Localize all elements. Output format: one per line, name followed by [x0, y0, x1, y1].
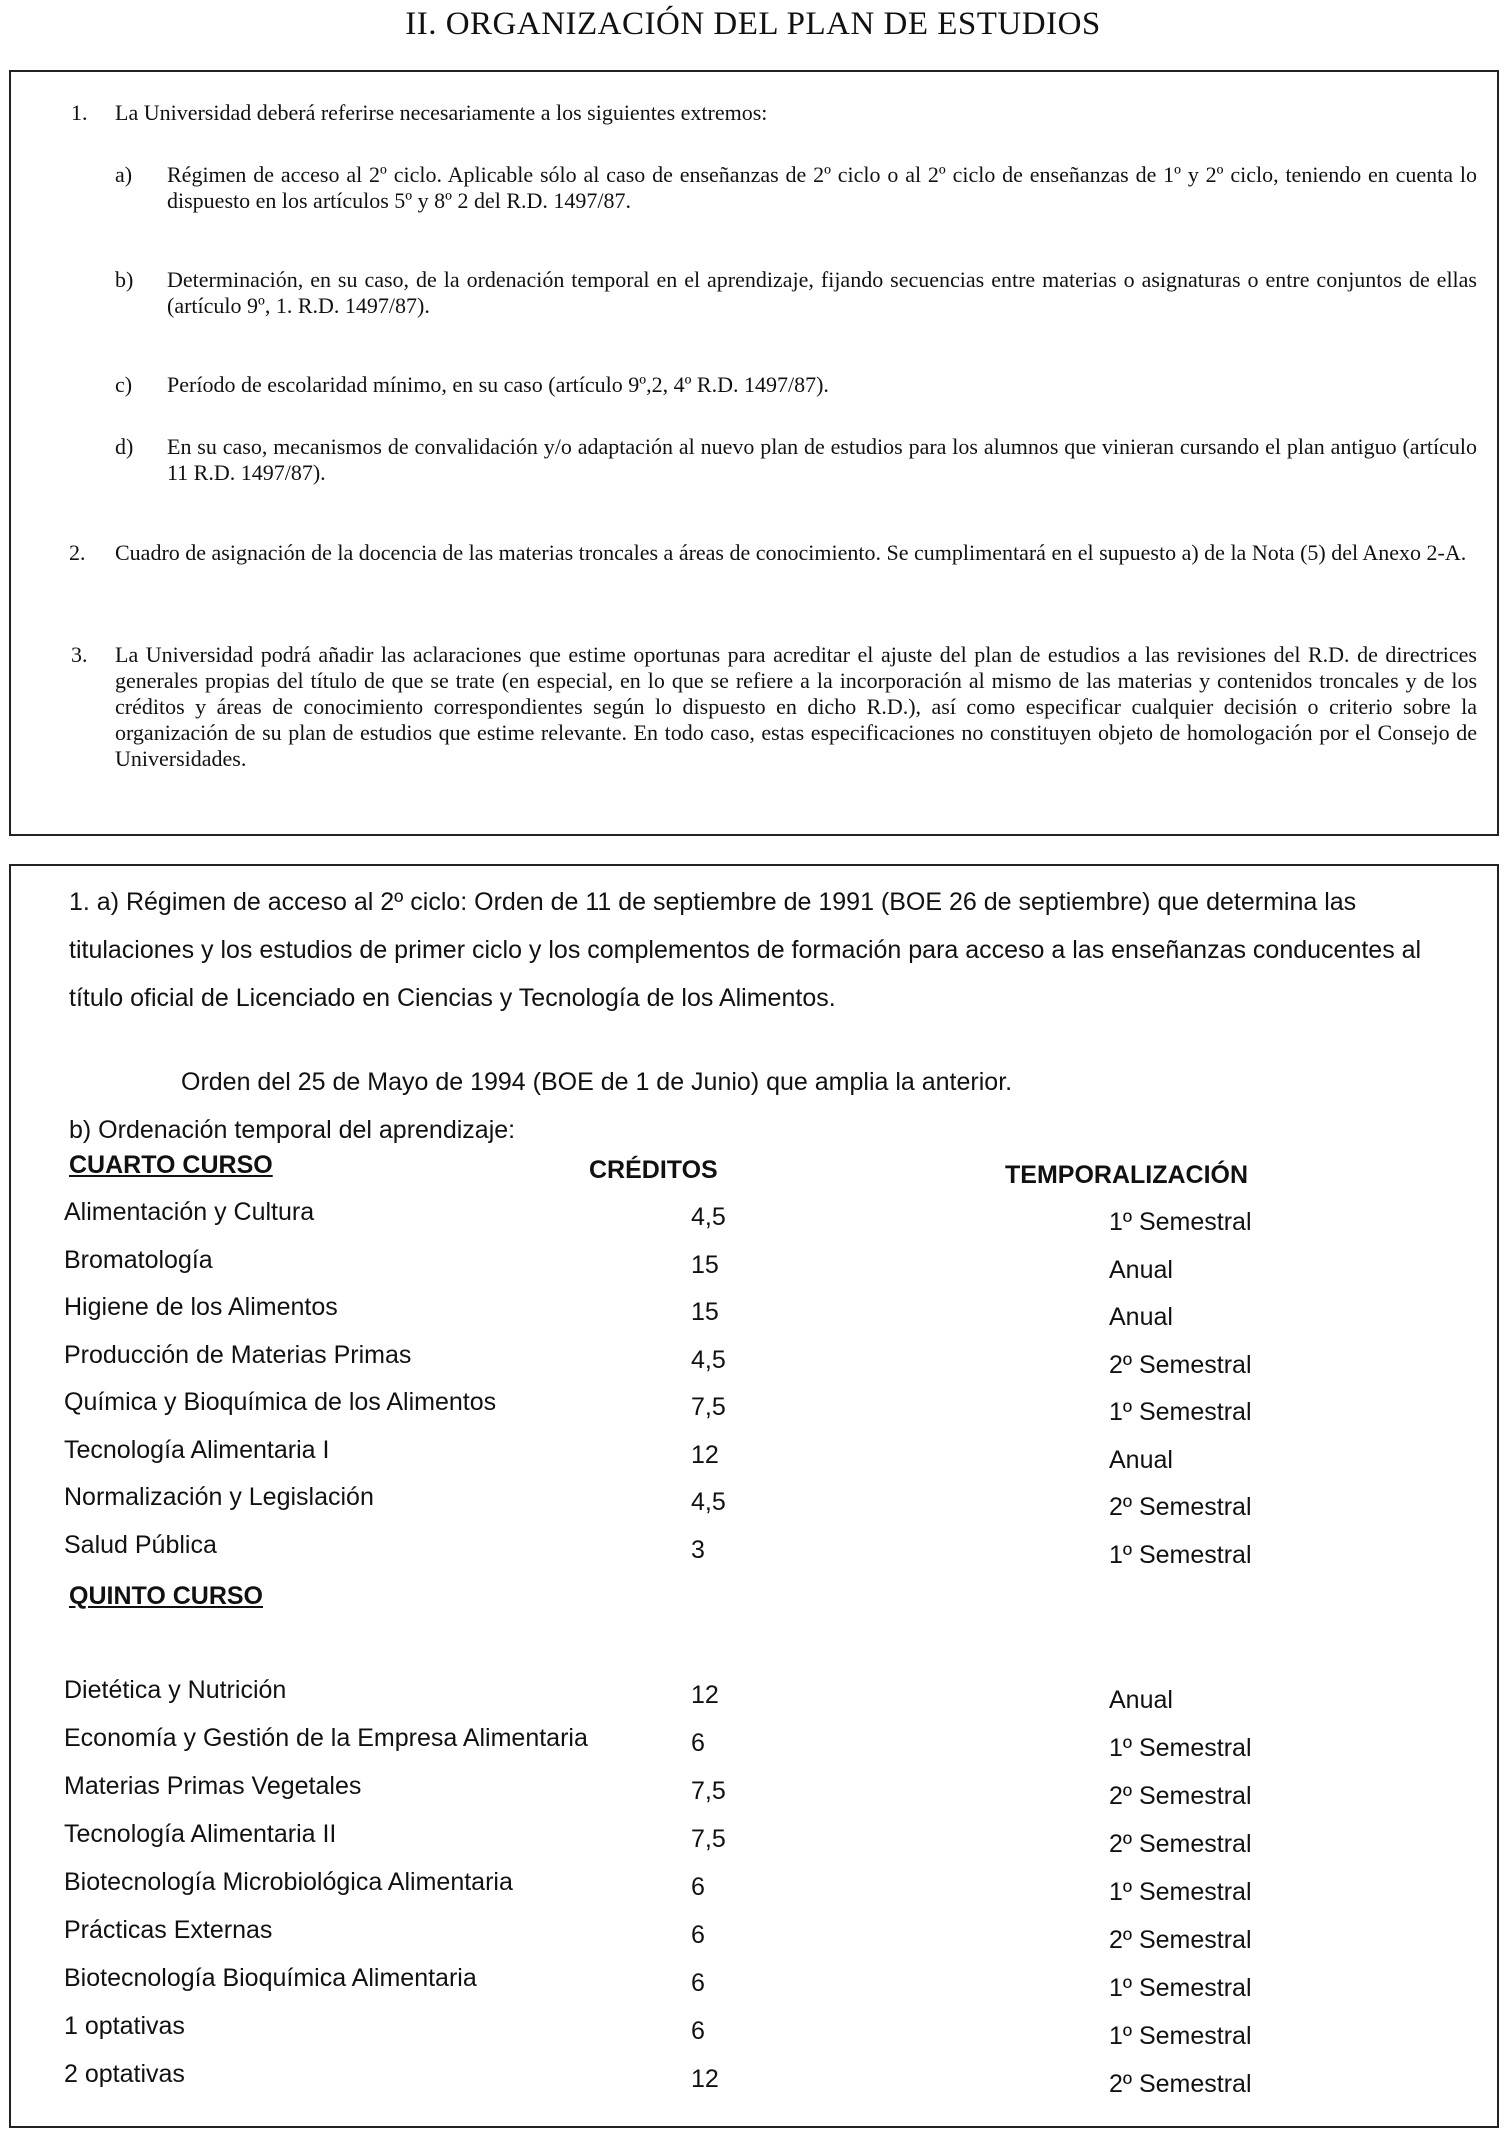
subject-name: Bromatología — [64, 1245, 213, 1274]
subject-name: Normalización y Legislación — [64, 1483, 374, 1511]
temporalization-value: Anual — [1109, 1255, 1173, 1284]
temporalization-value: 1º Semestral — [1109, 1540, 1252, 1569]
fifth-course-heading: QUINTO CURSO — [69, 1582, 263, 1610]
subject-name: Química y Bioquímica de los Alimentos — [64, 1388, 497, 1416]
subject-name: Tecnología Alimentaria II — [64, 1820, 337, 1848]
subject-name: Dietética y Nutrición — [64, 1676, 287, 1704]
temporalization-value: Anual — [1109, 1445, 1173, 1474]
temporalization-value: 2º Semestral — [1109, 1493, 1252, 1521]
temporalization-value: 1º Semestral — [1109, 1208, 1252, 1236]
subject-name: 1 optativas — [64, 2012, 185, 2040]
temporalization-value: 2º Semestral — [1109, 2070, 1252, 2098]
credits-value: 15 — [691, 1298, 719, 1326]
temporalization-value: 2º Semestral — [1109, 1350, 1252, 1379]
item-c-text: Período de escolaridad mínimo, en su caso (artículo 9º,2, 4º R.D. 1497/87). — [167, 372, 829, 397]
credits-value: 15 — [691, 1250, 719, 1279]
fourth-course-heading: CUARTO CURSO — [69, 1151, 273, 1179]
subject-name: Biotecnología Microbiológica Alimentaria — [64, 1868, 513, 1896]
temporalization-value: 1º Semestral — [1109, 1734, 1252, 1762]
temporalization-value: 1º Semestral — [1109, 2022, 1252, 2050]
item-2-number: 2. — [69, 540, 86, 565]
b-ordering-line: b) Ordenación temporal del aprendizaje: — [69, 1116, 516, 1144]
item-1-text: La Universidad deberá referirse necesariamente a los siguientes extremos: — [115, 100, 768, 125]
credits-value: 4,5 — [691, 1345, 726, 1374]
content-box — [9, 864, 1499, 2128]
credits-value: 4,5 — [691, 1488, 726, 1516]
subject-name: Biotecnología Bioquímica Alimentaria — [64, 1964, 477, 1992]
subject-name: Producción de Materias Primas — [64, 1340, 412, 1369]
item-a-text: Régimen de acceso al 2º ciclo. Aplicable sólo al caso de enseñanzas de 2º ciclo o al 2º ciclo de enseñanzas de 1º y 2º ciclo, teniendo en cuenta lo dispuesto en los artículos 5º y 8º 2 del R.D. 1497/87. — [167, 162, 1477, 213]
item-3-number: 3. — [71, 642, 88, 667]
credits-column-header: CRÉDITOS — [589, 1156, 718, 1184]
credits-value: 6 — [691, 1969, 705, 1997]
item-b-label: b) — [115, 267, 134, 292]
temporalization-value: 2º Semestral — [1109, 1782, 1252, 1810]
credits-value: 12 — [691, 2065, 719, 2093]
subject-name: Tecnología Alimentaria I — [64, 1435, 330, 1464]
item-1-number: 1. — [71, 100, 88, 125]
credits-value: 7,5 — [691, 1825, 726, 1853]
item-2-text: Cuadro de asignación de la docencia de las materias troncales a áreas de conocimiento. Se cumplimentará en el supuesto a) de la Nota (5) del Anexo 2-A. — [115, 540, 1467, 565]
temporalization-value: 1º Semestral — [1109, 1398, 1252, 1426]
item-d-text: En su caso, mecanismos de convalidación y/o adaptación al nuevo plan de estudios para los alumnos que vinieran cursando el plan antiguo (artículo 11 R.D. 1497/87). — [167, 434, 1477, 485]
item-b-text: Determinación, en su caso, de la ordenación temporal en el aprendizaje, fijando secuencias entre materias o asignaturas o entre conjuntos de ellas (artículo 9º, 1. R.D. 1497/87). — [167, 267, 1477, 318]
subject-name: 2 optativas — [64, 2060, 185, 2088]
temporalization-value: 1º Semestral — [1109, 1974, 1252, 2002]
temporalization-value: 2º Semestral — [1109, 1830, 1252, 1858]
temporalization-column-header: TEMPORALIZACIÓN — [1005, 1161, 1249, 1189]
temporalization-value: 2º Semestral — [1109, 1926, 1252, 1954]
subject-name: Prácticas Externas — [64, 1916, 273, 1944]
page-title: II. ORGANIZACIÓN DEL PLAN DE ESTUDIOS — [405, 6, 1101, 42]
credits-value: 3 — [691, 1535, 705, 1564]
order-line: Orden del 25 de Mayo de 1994 (BOE de 1 de Junio) que amplia la anterior. — [181, 1068, 1013, 1096]
temporalization-value: 1º Semestral — [1109, 1878, 1252, 1906]
credits-value: 6 — [691, 1921, 705, 1949]
instructions-box — [9, 70, 1499, 836]
credits-value: 6 — [691, 1873, 705, 1901]
item-3-text: La Universidad podrá añadir las aclaraciones que estime oportunas para acreditar el ajuste del plan de estudios a las revisiones del R.D. de directrices generales propias del título de que se trate (en especial, en lo que se refiere a la incorporación al mismo de las materias y contenidos troncales y de los créditos y áreas de conocimiento correspondientes según lo dispuesto en dicho R.D.), así como especificar cualquier decisión o criterio sobre la organización de su plan de estudios que estime relevante. En todo caso, estas especificaciones no constituyen objeto de homologación por el Consejo de Universidades. — [115, 642, 1477, 771]
credits-value: 7,5 — [691, 1393, 726, 1421]
subject-name: Economía y Gestión de la Empresa Alimentaria — [64, 1724, 588, 1752]
credits-value: 4,5 — [691, 1203, 726, 1231]
credits-value: 6 — [691, 2017, 705, 2045]
credits-value: 12 — [691, 1681, 719, 1709]
item-c-label: c) — [115, 372, 133, 397]
subject-name: Salud Pública — [64, 1530, 217, 1559]
credits-value: 6 — [691, 1729, 705, 1757]
temporalization-value: Anual — [1109, 1303, 1173, 1331]
subject-name: Materias Primas Vegetales — [64, 1772, 362, 1800]
item-a-label: a) — [115, 162, 133, 187]
credits-value: 7,5 — [691, 1777, 726, 1805]
item-d-label: d) — [115, 434, 134, 459]
subject-name: Higiene de los Alimentos — [64, 1293, 338, 1321]
subject-name: Alimentación y Cultura — [64, 1198, 315, 1226]
credits-value: 12 — [691, 1440, 719, 1469]
access-paragraph: 1. a) Régimen de acceso al 2º ciclo: Orden de 11 de septiembre de 1991 (BOE 26 de septiembre) que determina las titulaciones y los estudios de primer ciclo y los complementos de formación para acceso a las enseñanzas conducentes al título oficial de Licenciado en Ciencias y Tecnología de los Alimentos. — [69, 888, 1422, 1012]
temporalization-value: Anual — [1109, 1686, 1173, 1714]
